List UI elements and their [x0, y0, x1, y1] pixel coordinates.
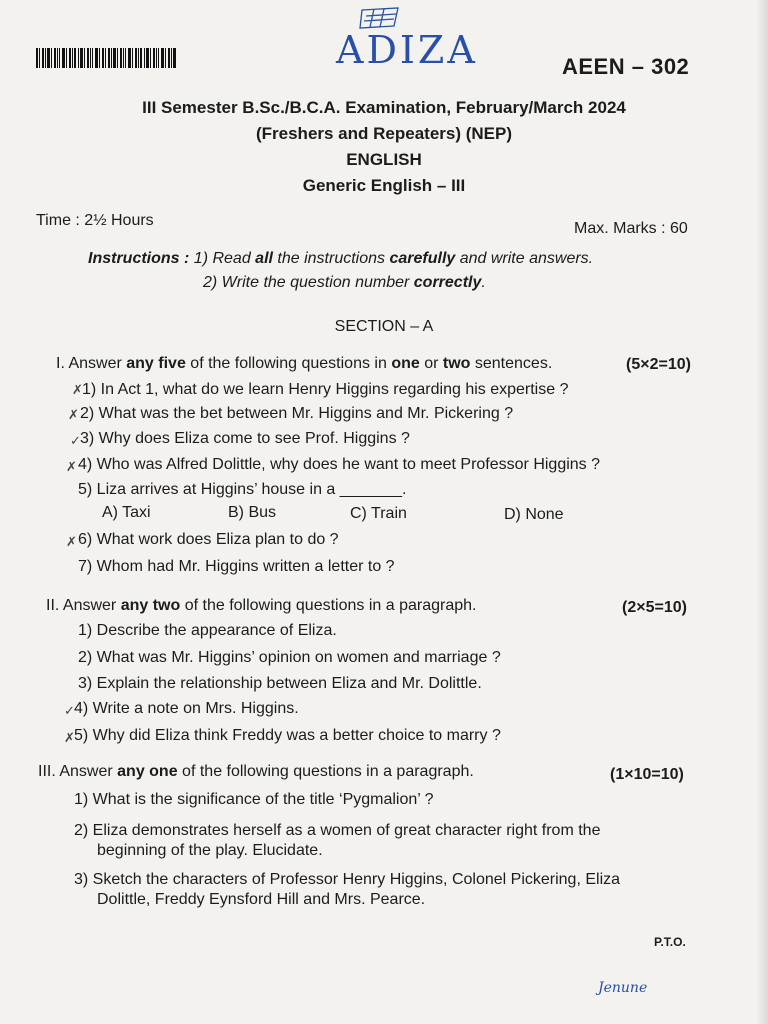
instructions-label: Instructions : — [88, 250, 190, 267]
paper-title: Generic English – III — [302, 176, 466, 195]
question-item: 3) Explain the relationship between Eliza and Mr. Dolittle. — [78, 675, 482, 692]
question-item: 3) Why does Eliza come to see Prof. Higgins ? — [80, 430, 410, 447]
question-item: 5) Liza arrives at Higgins’ house in a _______. — [78, 481, 407, 498]
question-item: 1) Describe the appearance of Eliza. — [78, 622, 337, 639]
check-mark-icon: ✗ — [64, 731, 75, 746]
handwritten-name: ADIZA — [336, 28, 478, 72]
subject: ENGLISH — [346, 150, 422, 169]
time-allowed: Time : 2½ Hours — [36, 212, 154, 229]
part2-marks: (2×5=10) — [622, 599, 687, 616]
paper-code: AEEN – 302 — [562, 54, 690, 79]
part3-heading: III. Answer any one of the following questions in a paragraph. — [38, 763, 474, 780]
handwritten-note: Jenune — [598, 980, 648, 996]
option-a: A) Taxi — [102, 504, 151, 521]
part1-heading: I. Answer any five of the following questions in one or two sentences. — [56, 355, 553, 372]
question-item: 2) What was the bet between Mr. Higgins and Mr. Pickering ? — [80, 405, 514, 422]
instructions-line-2: 2) Write the question number correctly. — [203, 274, 486, 291]
section-title: SECTION – A — [334, 318, 434, 335]
question-item: 4) Write a note on Mrs. Higgins. — [74, 700, 299, 717]
part2-heading: II. Answer any two of the following questions in a paragraph. — [46, 597, 477, 614]
page-edge-shadow — [756, 0, 768, 1024]
question-item-continued: beginning of the play. Elucidate. — [97, 842, 323, 859]
part3-marks: (1×10=10) — [610, 766, 684, 783]
option-c: C) Train — [350, 505, 407, 522]
question-item: 6) What work does Eliza plan to do ? — [78, 531, 339, 548]
question-item: 3) Sketch the characters of Professor Henry Higgins, Colonel Pickering, Eliza — [74, 871, 621, 888]
check-mark-icon: ✗ — [66, 535, 77, 550]
option-d: D) None — [504, 506, 564, 523]
instructions-line-1: Instructions : 1) Read all the instructions carefully and write answers. — [88, 250, 594, 267]
max-marks: Max. Marks : 60 — [574, 220, 688, 237]
question-item: 4) Who was Alfred Dolittle, why does he want to meet Professor Higgins ? — [78, 456, 601, 473]
exam-type: (Freshers and Repeaters) (NEP) — [255, 124, 513, 143]
check-mark-icon: ✓ — [64, 704, 75, 719]
check-mark-icon: ✗ — [72, 383, 83, 398]
question-item: 1) What is the significance of the title ‘Pygmalion’ ? — [74, 791, 434, 808]
question-item: 2) What was Mr. Higgins’ opinion on women and marriage ? — [78, 649, 501, 666]
question-item: 5) Why did Eliza think Freddy was a better choice to marry ? — [74, 727, 501, 744]
please-turn-over: P.T.O. — [654, 935, 686, 949]
exam-title: III Semester B.Sc./B.C.A. Examination, February/March 2024 — [142, 98, 626, 117]
check-mark-icon: ✗ — [68, 408, 79, 423]
question-item: 7) Whom had Mr. Higgins written a letter to ? — [78, 558, 395, 575]
check-mark-icon: ✓ — [70, 434, 81, 449]
check-mark-icon: ✗ — [66, 460, 77, 475]
question-item: 2) Eliza demonstrates herself as a women of great character right from the — [74, 822, 601, 839]
question-item: 1) In Act 1, what do we learn Henry Higgins regarding his expertise ? — [82, 381, 569, 398]
barcode — [36, 48, 176, 68]
option-b: B) Bus — [228, 504, 277, 521]
question-item-continued: Dolittle, Freddy Eynsford Hill and Mrs. Pearce. — [97, 891, 426, 908]
part1-marks: (5×2=10) — [626, 356, 691, 373]
